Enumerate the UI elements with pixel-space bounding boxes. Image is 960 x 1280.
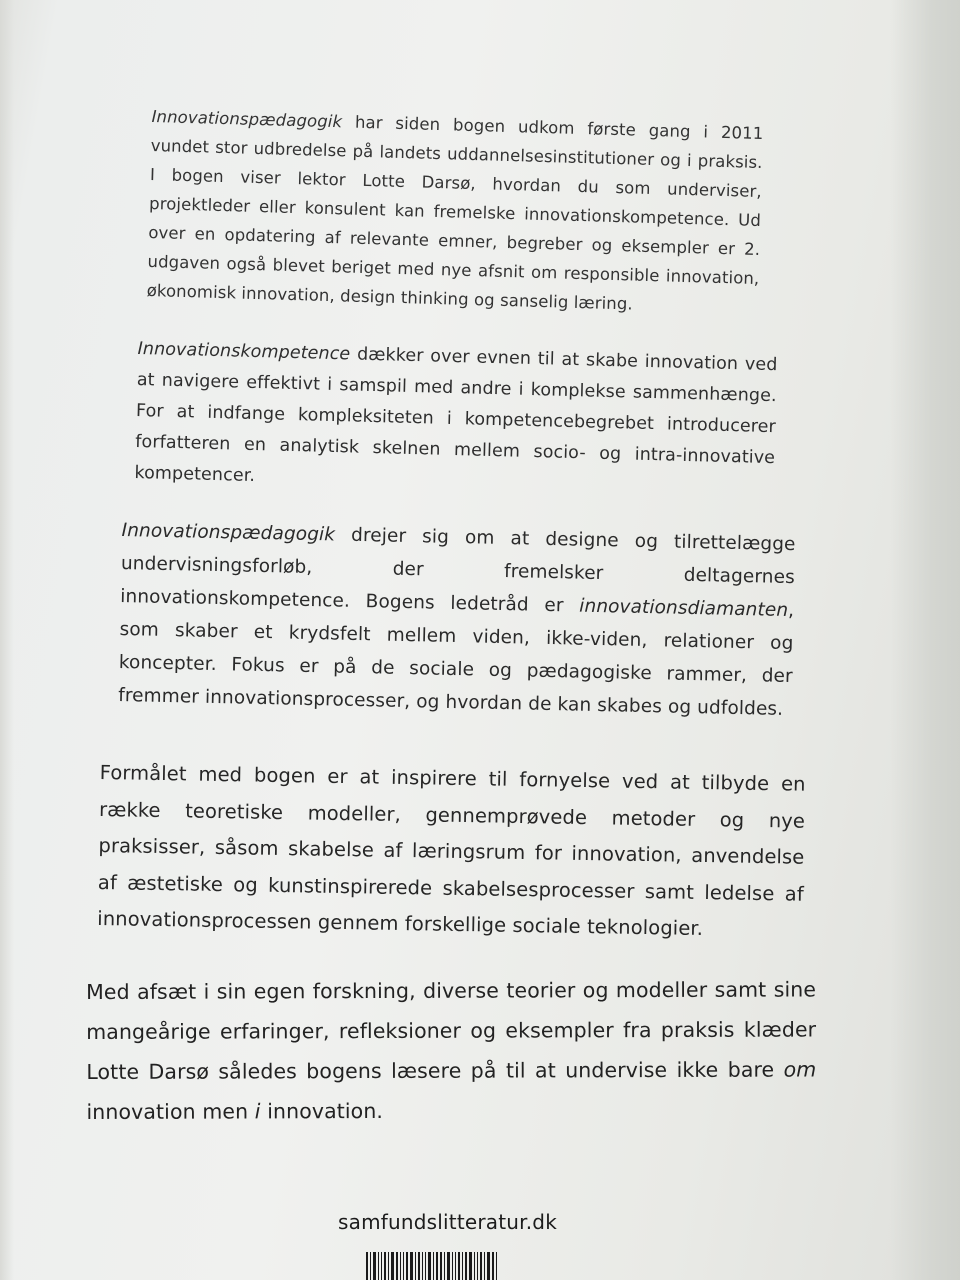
barcode-bar (403, 1252, 404, 1280)
barcode-bar (477, 1252, 478, 1280)
barcode-bar (458, 1252, 460, 1280)
barcode-bar (487, 1252, 490, 1280)
barcode-bar (422, 1252, 423, 1280)
barcode-bar (410, 1252, 413, 1280)
barcode-bar (465, 1252, 467, 1280)
paragraph-text: drejer sig om at designe og tilrettelægge undervisningsforløb, der fremelsker deltagernes innovationskompetence. Bogens ledetråd er (120, 524, 796, 617)
barcode-bar (428, 1252, 431, 1280)
paragraph-text: dækker over evnen til at skabe innovation ved at navigere effektivt i samspil med andre i komplekse sammenhænge. For at indfange kompleksiteten i kompetencebegrebet introducerer forfatteren en analytisk skelnen mellem socio- og intra-innovative kompetencer. (134, 344, 778, 487)
blurb-paragraph-5 (86, 969, 817, 1132)
barcode-bar (440, 1252, 442, 1280)
barcode-bar (469, 1252, 472, 1280)
italic-term: om (783, 1057, 817, 1082)
blurb-paragraph-4 (97, 755, 806, 949)
publisher-website: samfundslitteratur.dk (338, 1210, 557, 1234)
barcode-bar (381, 1252, 382, 1280)
paragraph-text: innovation. (260, 1098, 384, 1124)
barcode-bar (418, 1252, 420, 1280)
paragraph-text: Formålet med bogen er at inspirere til fornyelse ved at tilbyde en række teoretiske modeller, gennemprøvede metoder og nye praksisser, såsom skabelse af læringsrum for innovation, anvendelse af æstetiske og kunstinspirerede skabelsesprocesser samt ledelse af innovationsprocessen gennem forskellige sociale teknologier. (97, 760, 806, 941)
barcode-bar (455, 1252, 456, 1280)
barcode-bar (378, 1252, 379, 1280)
blurb-paragraph-1 (146, 102, 763, 322)
paragraph-text: , som skaber et krydsfelt mellem viden, ikke-viden, relationer og koncepter. Fokus er på de sociale og pædagogiske rammer, der fremmer innovationsprocesser, og hvordan de kan skabes og udfoldes. (117, 599, 795, 720)
paragraph-text: Med afsæt i sin egen forskning, diverse teorier og modeller samt sine mangeårige erfaringer, refleksioner og eksempler fra praksis klæder Lotte Darsø således bogens læsere på til at undervise ikke bare (86, 977, 817, 1084)
italic-term: Innovationskompetence (137, 338, 351, 365)
barcode-bar (370, 1252, 371, 1280)
italic-term: i (254, 1099, 261, 1124)
barcode-bar (496, 1252, 497, 1280)
barcode-bar (406, 1252, 408, 1280)
barcode-bar (415, 1252, 416, 1280)
blurb-paragraph-3 (118, 514, 796, 726)
barcode-bar (396, 1252, 398, 1280)
barcode-bar (425, 1252, 426, 1280)
barcode-bar (391, 1252, 394, 1280)
barcode-bar (373, 1252, 376, 1280)
barcode-bar (433, 1252, 434, 1280)
barcode-bar (474, 1252, 475, 1280)
barcode-bar (480, 1252, 482, 1280)
barcode-bar (484, 1252, 485, 1280)
barcode-bar (492, 1252, 494, 1280)
italic-term: Innovationspædagogik (151, 106, 343, 132)
paragraph-text: har siden bogen udkom første gang i 2011 vundet stor udbredelse på landets uddannelsesinstitutioner og i praksis. I bogen viser lektor Lotte Darsø, hvordan du som underviser, projektleder eller konsulent kan fremelske innovationskompetence. Ud over en opdatering af relevante emner, begreber og eksempler er 2. udgaven også blevet beriget med nye afsnit om responsible innovation, økonomisk innovation, design thinking og sanselig læring. (146, 112, 764, 314)
barcode-bar (447, 1252, 450, 1280)
barcode-bar (436, 1252, 438, 1280)
barcode (366, 1252, 522, 1280)
barcode-bar (452, 1252, 453, 1280)
italic-term: Innovationspædagogik (121, 519, 336, 546)
italic-term: innovationsdiamanten (579, 595, 789, 621)
barcode-bar (384, 1252, 386, 1280)
barcode-bar (366, 1252, 368, 1280)
barcode-bar (462, 1252, 463, 1280)
barcode-bar (388, 1252, 389, 1280)
paragraph-text: innovation men (86, 1099, 255, 1124)
barcode-bar (444, 1252, 445, 1280)
barcode-bar (400, 1252, 401, 1280)
blurb-paragraph-2 (134, 334, 778, 505)
